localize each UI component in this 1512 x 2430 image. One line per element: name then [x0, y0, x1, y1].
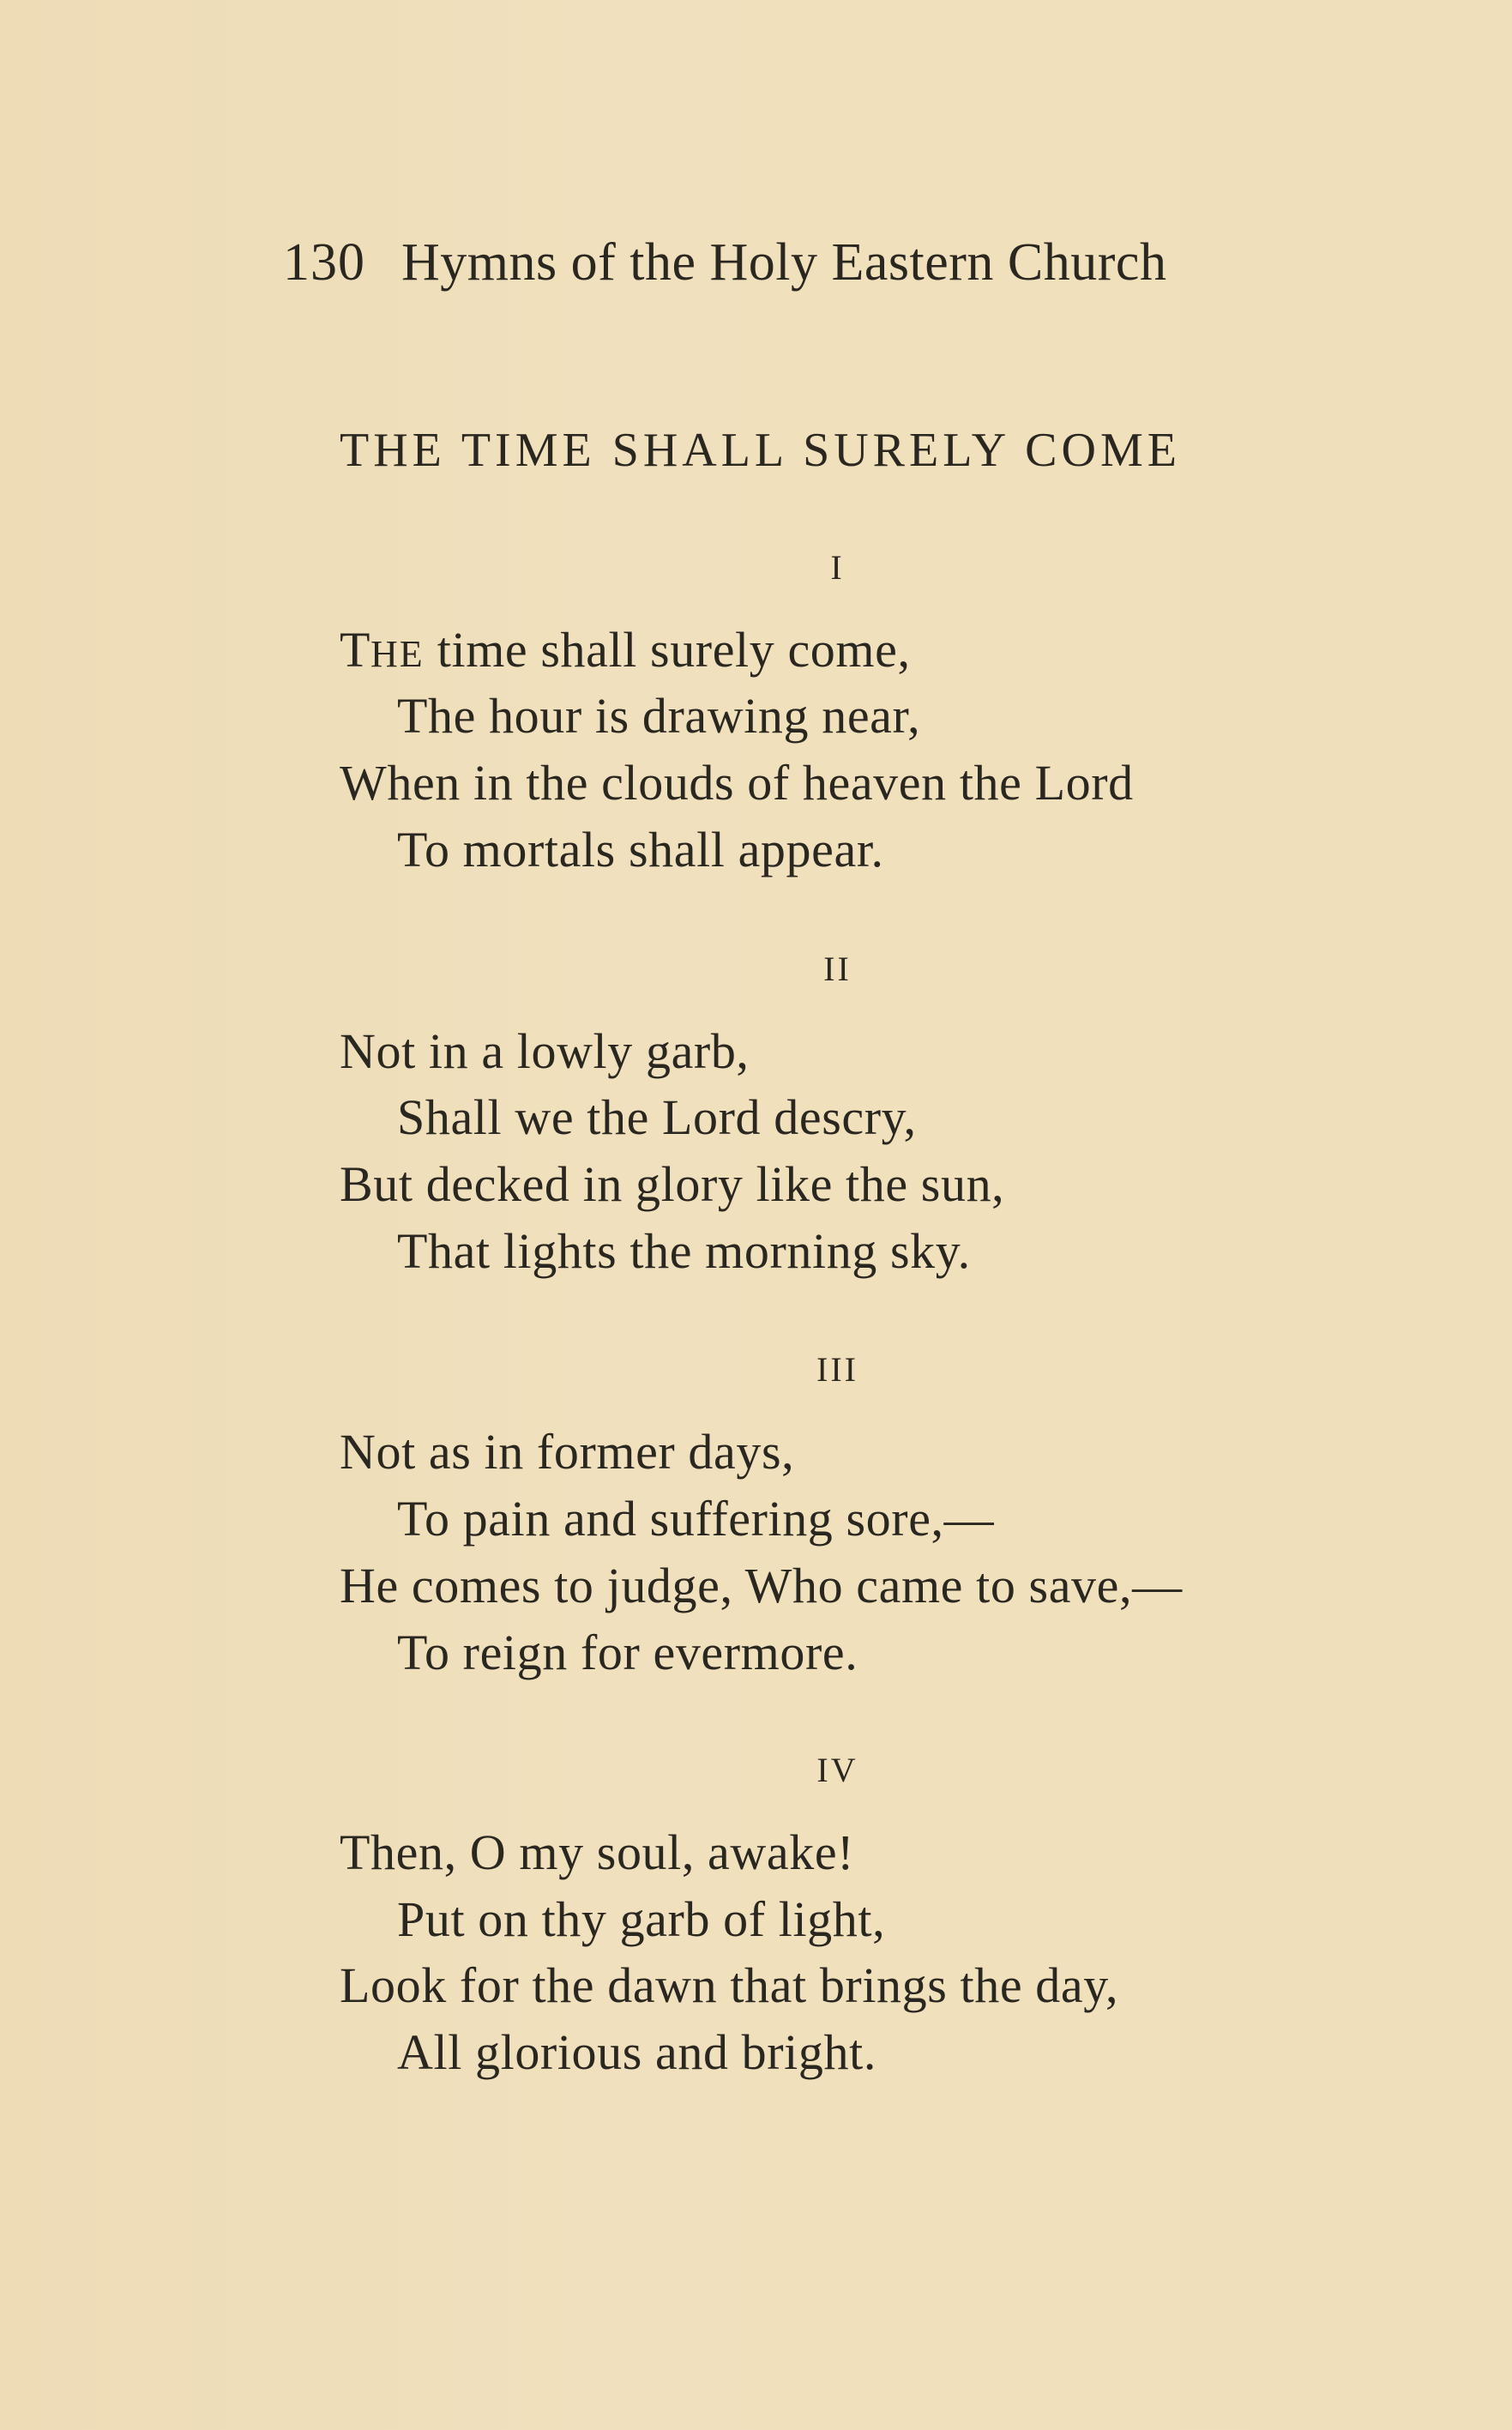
stanza-3-line-1: Not as in former days,	[340, 1424, 795, 1480]
running-title: Hymns of the Holy Eastern Church	[401, 233, 1167, 292]
stanza-2-line-2: Shall we the Lord descry,	[397, 1089, 917, 1145]
stanza-number-3: III	[816, 1350, 858, 1389]
stanza-4-line-3: Look for the dawn that brings the day,	[340, 1957, 1119, 2013]
stanza-4-line-2: Put on thy garb of light,	[397, 1891, 886, 1947]
stanza-4-line-1: Then, O my soul, awake!	[340, 1824, 855, 1880]
running-head	[283, 228, 1364, 297]
hymn-title: THE TIME SHALL SURELY COME	[340, 424, 1181, 477]
stanza-3-line-4: To reign for evermore.	[397, 1625, 858, 1680]
page-number: 130	[283, 233, 365, 292]
stanza-number-4: IV	[816, 1751, 858, 1789]
stanza-2-line-1: Not in a lowly garb,	[340, 1023, 750, 1079]
stanza-3-line-2: To pain and suffering sore,—	[397, 1491, 995, 1547]
initial-capital: T	[340, 622, 371, 678]
stanza-1-line-2: The hour is drawing near,	[397, 688, 921, 744]
stanza-2-line-3: But decked in glory like the sun,	[340, 1156, 1005, 1212]
stanza-number-1: I	[830, 548, 845, 587]
stanza-1-line-3: When in the clouds of heaven the Lord	[340, 755, 1134, 811]
stanza-3-line-3: He comes to judge, Who came to save,—	[340, 1558, 1183, 1613]
stanza-2-line-4: That lights the morning sky.	[397, 1223, 971, 1279]
stanza-1-line-1	[340, 618, 911, 687]
small-capitals: HE	[370, 633, 425, 675]
stanza-number-2: II	[823, 950, 852, 988]
stanza-4-line-4: All glorious and bright.	[397, 2024, 876, 2080]
stanza-1-line-4: To mortals shall appear.	[397, 822, 884, 877]
line-text: time shall surely come,	[424, 622, 911, 678]
